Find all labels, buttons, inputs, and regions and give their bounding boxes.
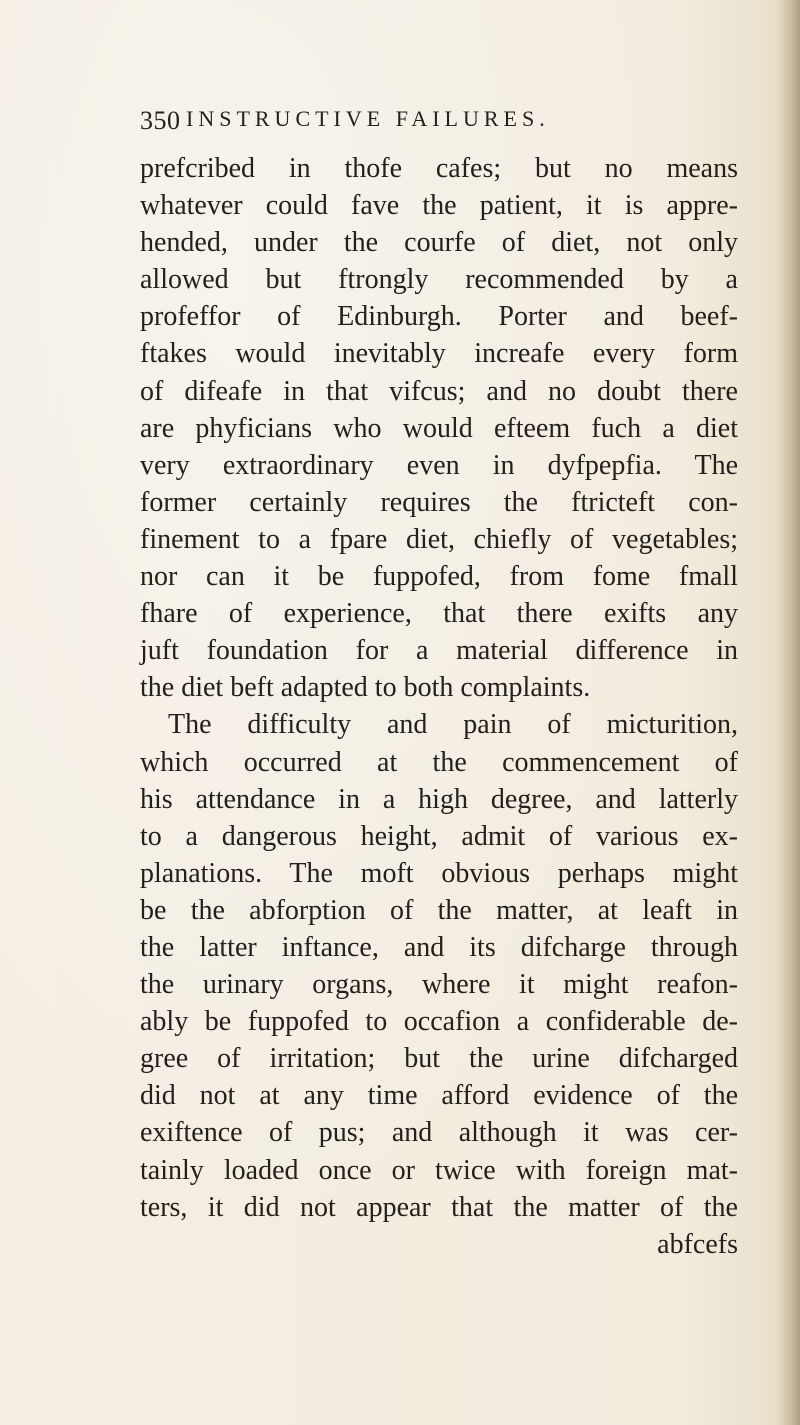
text-line: which occurred at the commencement of [140,746,738,778]
catchword: abfcefs [657,1228,738,1260]
page-number: 350 [140,106,181,135]
text-line: are phyficians who would efteem fuch a diet [140,412,738,444]
text-line: to a dangerous height, admit of various ex- [140,820,738,852]
text-line: profeffor of Edinburgh. Porter and beef- [140,301,738,333]
text-line: very extraordinary even in dyfpepfia. The [140,449,738,481]
text-line: gree of irritation; but the urine difcharged [140,1043,738,1075]
text-line: juft foundation for a material difference in [140,635,738,667]
text-line: ably be fuppofed to occafion a confiderable de- [140,1006,738,1038]
text-line: be the abforption of the matter, at leaft in [140,894,738,926]
text-line: prefcribed in thofe cafes; but no means [140,153,738,184]
text-line: ters, it did not appear that the matter of the [140,1191,738,1223]
page-edge-shadow [776,0,800,1425]
text-line: ftakes would inevitably increafe every form [140,338,738,370]
text-line: tainly loaded once or twice with foreign mat- [140,1154,738,1186]
text-line: did not at any time afford evidence of the [140,1080,738,1112]
text-line: his attendance in a high degree, and latterly [140,783,738,815]
text-line: former certainly requires the ftricteft con- [140,486,738,518]
text-line: exiftence of pus; and although it was cer- [140,1117,738,1149]
text-line: hended, under the courfe of diet, not only [140,227,738,259]
paragraph-start-line: The difficulty and pain of micturition, [168,709,738,741]
text-line: fhare of experience, that there exifts any [140,598,738,630]
running-head: INSTRUCTIVE FAILURES. [186,106,550,131]
text-line: planations. The moft obvious perhaps might [140,857,738,889]
text-line: finement to a fpare diet, chiefly of vegetables; [140,523,738,555]
text-line: the latter inftance, and its difcharge through [140,931,738,963]
text-line: the urinary organs, where it might reafon- [140,969,738,1001]
text-line: the diet beft adapted to both complaints. [140,672,591,704]
text-line: nor can it be fuppofed, from fome fmall [140,561,738,593]
text-line: of difeafe in that vifcus; and no doubt there [140,375,738,407]
text-line: whatever could fave the patient, it is appre- [140,190,738,222]
page-header [140,102,720,146]
body-text [140,150,738,1263]
text-line: allowed but ftrongly recommended by a [140,264,738,296]
